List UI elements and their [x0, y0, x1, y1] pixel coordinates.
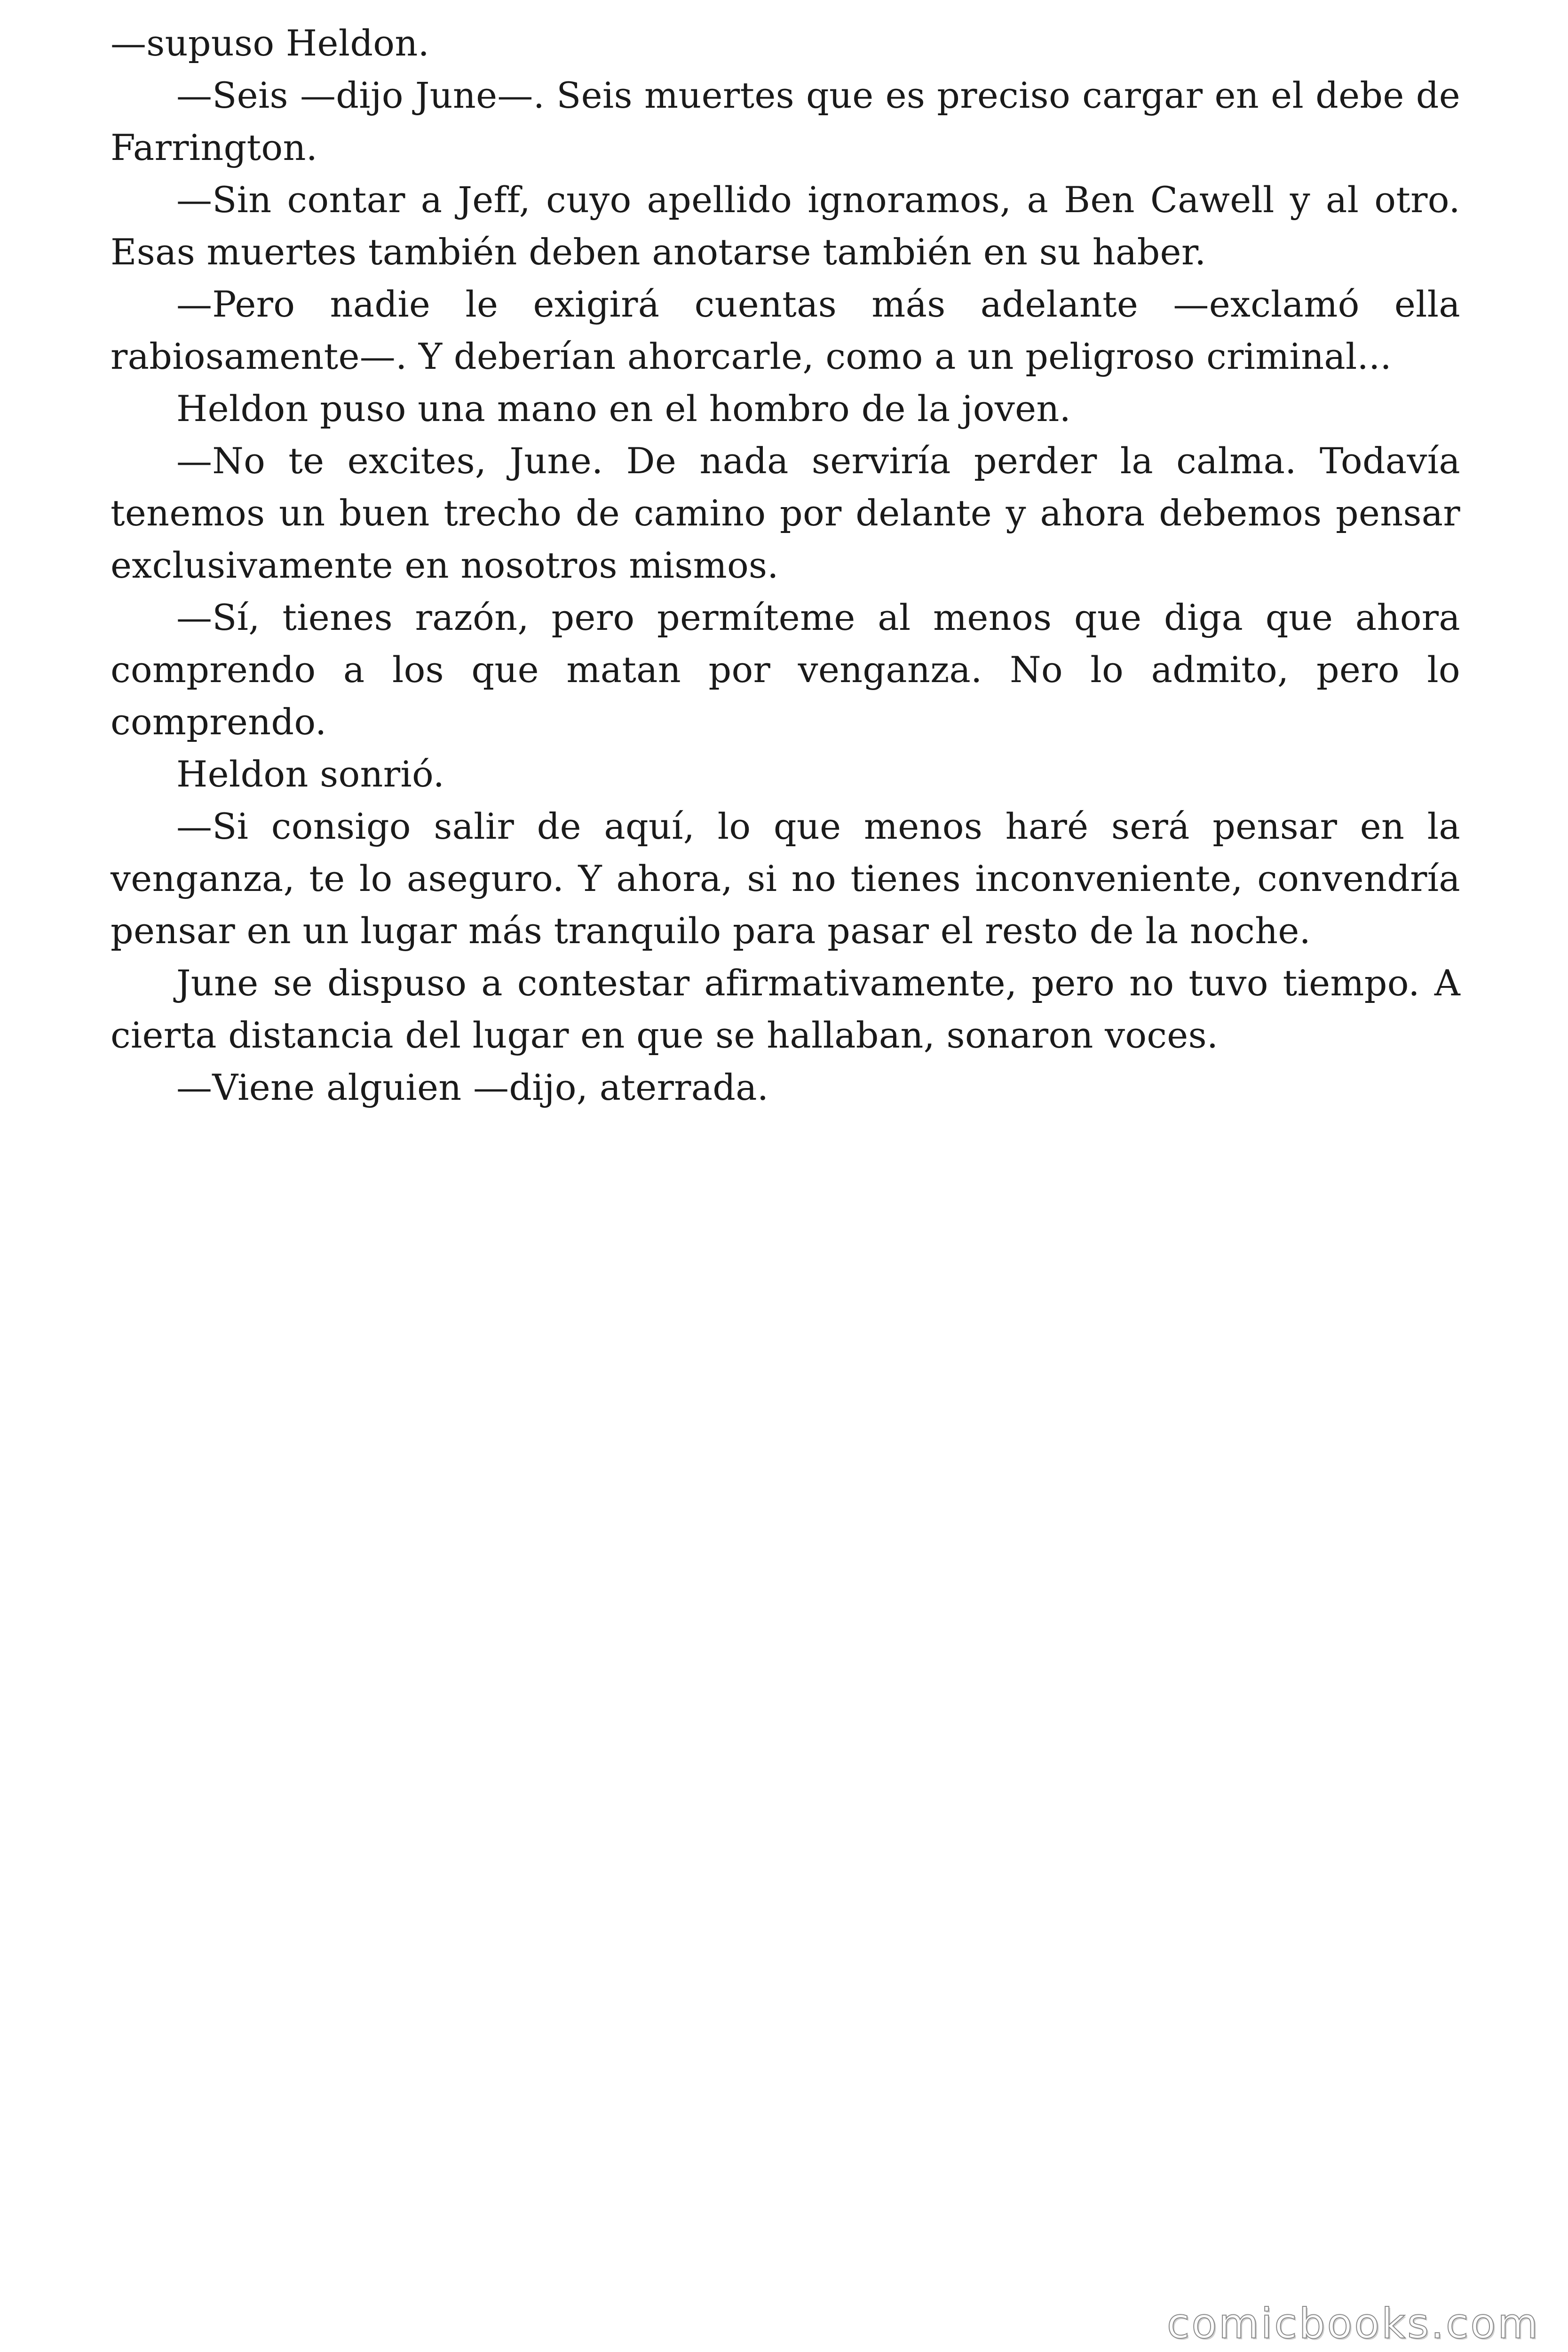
paragraph-3: —Sin contar a Jeff, cuyo apellido ignoramos, a Ben Cawell y al otro. Esas muertes también deben anotarse también en su haber. — [111, 179, 1460, 273]
paragraph-11: —Viene alguien —dijo, aterrada. — [176, 1066, 769, 1108]
paragraph-2: —Seis —dijo June—. Seis muertes que es preciso cargar en el debe de Farrington. — [111, 74, 1460, 168]
paragraph-10: June se dispuso a contestar afirmativamente, pero no tuvo tiempo. A cierta distancia del lugar en que se hallaban, sonaron voces. — [111, 962, 1460, 1056]
paragraph-9: —Si consigo salir de aquí, lo que menos haré será pensar en la venganza, te lo aseguro. Y ahora, si no tienes inconveniente, convendría pensar en un lugar más tranquilo para pasar el resto de la noche. — [111, 805, 1460, 952]
paragraph-8: Heldon sonrió. — [176, 753, 445, 795]
paragraph-5: Heldon puso una mano en el hombro de la joven. — [176, 388, 1071, 429]
paragraph-1: —supuso Heldon. — [111, 22, 430, 64]
watermark-logo: comicbooks.com — [1166, 2299, 1540, 2348]
paragraph-7: —Sí, tienes razón, pero permíteme al menos que diga que ahora comprendo a los que matan por venganza. No lo admito, pero lo comprendo. — [111, 596, 1460, 743]
paragraph-4: —Pero nadie le exigirá cuentas más adelante —exclamó ella rabiosamente—. Y deberían ahorcarle, como a un peligroso criminal... — [111, 283, 1460, 377]
body-text — [111, 17, 1460, 1113]
paragraph-6: —No te excites, June. De nada serviría perder la calma. Todavía tenemos un buen trecho de camino por delante y ahora debemos pensar exclusivamente en nosotros mismos. — [111, 440, 1460, 586]
